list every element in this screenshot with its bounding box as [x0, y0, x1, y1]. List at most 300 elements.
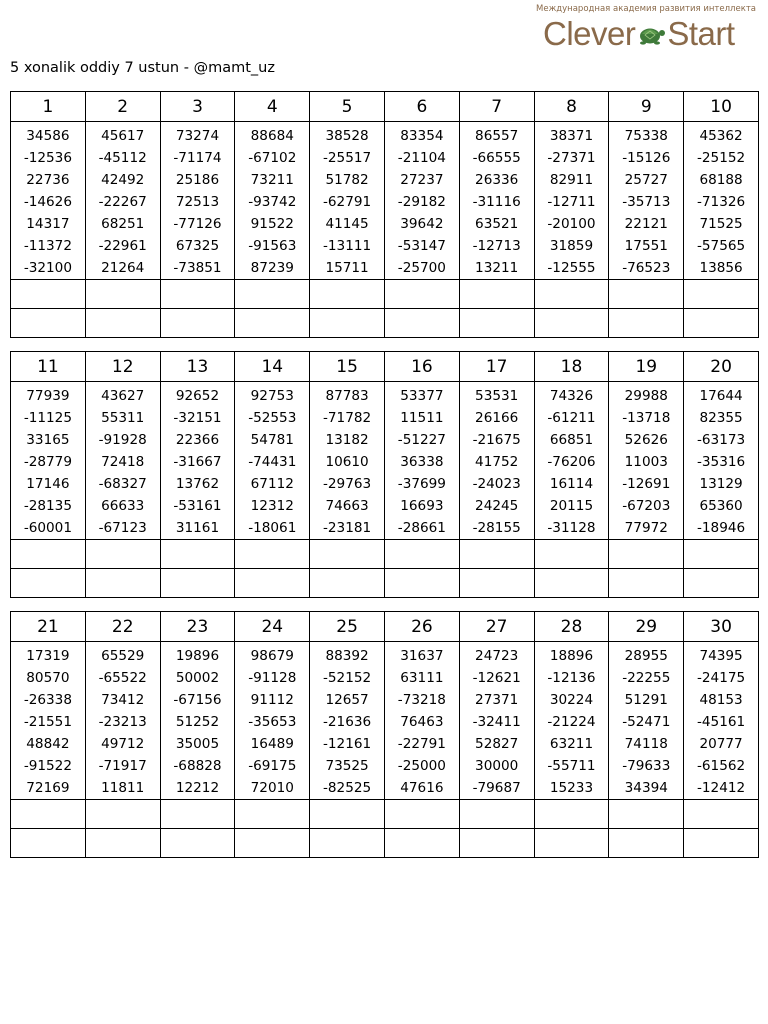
number-value: -45112 — [98, 150, 147, 166]
number-value: 41145 — [325, 216, 369, 232]
number-column — [160, 642, 235, 800]
number-value: 48842 — [26, 736, 70, 752]
answer-cell[interactable] — [684, 569, 759, 598]
number-column — [459, 382, 534, 540]
answer-cell[interactable] — [85, 800, 160, 829]
number-value: 52827 — [475, 736, 519, 752]
number-value: -22961 — [98, 238, 147, 254]
answer-cell[interactable] — [310, 280, 385, 309]
column-number: 26 — [384, 612, 459, 642]
answer-cell[interactable] — [609, 540, 684, 569]
answer-cell[interactable] — [684, 280, 759, 309]
column-number: 12 — [85, 352, 160, 382]
number-value: -65522 — [98, 670, 147, 686]
number-value: 82355 — [699, 410, 743, 426]
number-value: -15126 — [622, 150, 671, 166]
numbers-row — [11, 642, 759, 800]
answer-cell[interactable] — [160, 800, 235, 829]
number-value: -79633 — [622, 758, 671, 774]
exercise-block-1 — [10, 91, 759, 338]
number-value: 49712 — [101, 736, 145, 752]
number-value: -23181 — [323, 520, 372, 536]
answer-cell[interactable] — [609, 800, 684, 829]
answer-cell[interactable] — [85, 309, 160, 338]
number-value: 45617 — [101, 128, 145, 144]
answer-cell[interactable] — [310, 309, 385, 338]
number-value: 27371 — [475, 692, 519, 708]
column-number: 28 — [534, 612, 609, 642]
number-value: -55711 — [547, 758, 596, 774]
answer-row — [11, 540, 759, 569]
number-value: 18896 — [549, 648, 594, 664]
number-value: -68327 — [98, 476, 147, 492]
number-value: 73412 — [101, 692, 145, 708]
column-number: 4 — [235, 92, 310, 122]
column-number: 8 — [534, 92, 609, 122]
number-value: 92652 — [175, 388, 220, 404]
number-value: -28779 — [23, 454, 72, 470]
column-number: 20 — [684, 352, 759, 382]
number-value: -76206 — [547, 454, 596, 470]
number-column — [384, 642, 459, 800]
number-value: 24723 — [475, 648, 519, 664]
number-value: 30000 — [475, 758, 519, 774]
answer-cell[interactable] — [11, 540, 86, 569]
number-value: -21104 — [397, 150, 446, 166]
number-value: -68828 — [173, 758, 222, 774]
number-value: -12691 — [622, 476, 671, 492]
number-value: -52553 — [248, 410, 297, 426]
number-value: 77972 — [624, 520, 668, 536]
number-value: -26338 — [23, 692, 72, 708]
number-column — [684, 382, 759, 540]
numbers-row — [11, 382, 759, 540]
number-value: 29988 — [624, 388, 668, 404]
logo-word-clever: Clever — [543, 15, 636, 52]
number-value: 13129 — [699, 476, 743, 492]
number-value: 39642 — [400, 216, 444, 232]
number-value: -91128 — [248, 670, 297, 686]
number-value: -52152 — [323, 670, 372, 686]
number-column — [11, 642, 86, 800]
number-value: 66633 — [101, 498, 145, 514]
number-value: 75338 — [624, 128, 668, 144]
answer-cell[interactable] — [235, 280, 310, 309]
number-value: -91563 — [248, 238, 297, 254]
number-value: 63211 — [549, 736, 594, 752]
number-column — [85, 122, 160, 280]
column-number: 18 — [534, 352, 609, 382]
number-value: 22366 — [175, 432, 220, 448]
number-value: -31667 — [173, 454, 222, 470]
number-value: 33165 — [26, 432, 70, 448]
answer-row — [11, 280, 759, 309]
number-value: 17319 — [26, 648, 70, 664]
column-number: 9 — [609, 92, 684, 122]
number-column — [235, 642, 310, 800]
column-number: 22 — [85, 612, 160, 642]
column-number: 5 — [310, 92, 385, 122]
column-number: 30 — [684, 612, 759, 642]
number-value: 47616 — [400, 780, 444, 796]
answer-cell[interactable] — [534, 829, 609, 858]
number-column — [534, 382, 609, 540]
number-value: -67102 — [248, 150, 297, 166]
number-value: 34394 — [624, 780, 668, 796]
answer-row — [11, 569, 759, 598]
number-value: -57565 — [697, 238, 746, 254]
answer-cell[interactable] — [384, 569, 459, 598]
number-value: -12161 — [323, 736, 372, 752]
number-value: 72010 — [250, 780, 294, 796]
answer-cell[interactable] — [85, 280, 160, 309]
page-subtitle: 5 xonalik oddiy 7 ustun - @mamt_uz — [10, 60, 275, 76]
exercise-table — [10, 611, 759, 858]
number-value: 15233 — [549, 780, 594, 796]
exercise-block-2 — [10, 351, 759, 598]
number-value: -25000 — [397, 758, 446, 774]
number-value: 12312 — [250, 498, 294, 514]
number-column — [235, 122, 310, 280]
number-value: -25152 — [697, 150, 746, 166]
answer-row — [11, 829, 759, 858]
number-value: -13718 — [622, 410, 671, 426]
logo-tagline: Международная академия развития интеллекта — [536, 4, 756, 14]
number-value: -79687 — [472, 780, 521, 796]
column-number-row — [11, 352, 759, 382]
number-value: -53147 — [397, 238, 446, 254]
number-value: 86557 — [475, 128, 519, 144]
logo-wordmark — [543, 14, 758, 54]
number-value: 16114 — [549, 476, 594, 492]
number-value: 52626 — [624, 432, 668, 448]
column-number: 29 — [609, 612, 684, 642]
column-number: 15 — [310, 352, 385, 382]
number-value: 12212 — [175, 780, 220, 796]
answer-cell[interactable] — [534, 800, 609, 829]
number-value: -21636 — [323, 714, 372, 730]
answer-cell[interactable] — [459, 280, 534, 309]
answer-cell[interactable] — [11, 280, 86, 309]
number-value: 12657 — [325, 692, 369, 708]
number-value: -31116 — [472, 194, 521, 210]
number-column — [609, 122, 684, 280]
answer-cell[interactable] — [459, 569, 534, 598]
number-value: -91522 — [23, 758, 72, 774]
number-value: -29763 — [323, 476, 372, 492]
number-value: 20777 — [699, 736, 743, 752]
number-value: -35653 — [248, 714, 297, 730]
answer-row — [11, 800, 759, 829]
answer-cell[interactable] — [534, 309, 609, 338]
number-value: 26336 — [475, 172, 519, 188]
number-column — [609, 642, 684, 800]
number-value: 65360 — [699, 498, 743, 514]
number-value: 68251 — [101, 216, 145, 232]
number-column — [160, 382, 235, 540]
answer-cell[interactable] — [235, 829, 310, 858]
number-value: 22121 — [624, 216, 668, 232]
number-value: -18061 — [248, 520, 297, 536]
answer-cell[interactable] — [459, 540, 534, 569]
number-value: -18946 — [697, 520, 746, 536]
number-value: -71174 — [173, 150, 222, 166]
number-value: 36338 — [400, 454, 444, 470]
number-value: -71782 — [323, 410, 372, 426]
number-value: -14626 — [23, 194, 72, 210]
answer-cell[interactable] — [459, 800, 534, 829]
number-value: 88684 — [250, 128, 294, 144]
number-column — [11, 382, 86, 540]
number-value: 13182 — [325, 432, 369, 448]
number-value: -29182 — [397, 194, 446, 210]
answer-cell[interactable] — [235, 309, 310, 338]
answer-cell[interactable] — [609, 280, 684, 309]
answer-cell[interactable] — [384, 829, 459, 858]
column-number: 14 — [235, 352, 310, 382]
answer-cell[interactable] — [310, 569, 385, 598]
number-value: -76523 — [622, 260, 671, 276]
number-value: -66555 — [472, 150, 521, 166]
number-value: 80570 — [26, 670, 70, 686]
number-value: -32411 — [472, 714, 521, 730]
number-value: 53531 — [475, 388, 519, 404]
number-value: 91522 — [250, 216, 294, 232]
number-value: -22255 — [622, 670, 671, 686]
answer-cell[interactable] — [11, 829, 86, 858]
number-value: 73274 — [175, 128, 220, 144]
column-number: 24 — [235, 612, 310, 642]
answer-cell[interactable] — [160, 280, 235, 309]
answer-cell[interactable] — [534, 569, 609, 598]
number-value: 14317 — [26, 216, 70, 232]
answer-cell[interactable] — [684, 309, 759, 338]
answer-cell[interactable] — [384, 280, 459, 309]
number-value: 67112 — [250, 476, 294, 492]
number-value: 51252 — [175, 714, 220, 730]
number-value: 11811 — [101, 780, 145, 796]
number-value: 38528 — [325, 128, 369, 144]
number-value: -82525 — [323, 780, 372, 796]
number-value: -67156 — [173, 692, 222, 708]
number-value: 16693 — [400, 498, 444, 514]
number-value: -53161 — [173, 498, 222, 514]
column-number: 3 — [160, 92, 235, 122]
column-number: 19 — [609, 352, 684, 382]
number-value: -32151 — [173, 410, 222, 426]
number-value: 42492 — [101, 172, 145, 188]
number-value: 74663 — [325, 498, 369, 514]
number-value: -12555 — [547, 260, 596, 276]
answer-cell[interactable] — [684, 540, 759, 569]
column-number: 17 — [459, 352, 534, 382]
number-value: -11125 — [23, 410, 72, 426]
number-value: -67203 — [622, 498, 671, 514]
answer-cell[interactable] — [609, 829, 684, 858]
number-column — [85, 642, 160, 800]
column-number: 21 — [11, 612, 86, 642]
number-value: 45362 — [699, 128, 743, 144]
number-value: -25517 — [323, 150, 372, 166]
number-value: 25186 — [175, 172, 220, 188]
number-value: -12412 — [697, 780, 746, 796]
number-value: 22736 — [26, 172, 70, 188]
number-value: -12711 — [547, 194, 596, 210]
answer-cell[interactable] — [85, 829, 160, 858]
column-number: 23 — [160, 612, 235, 642]
number-value: 16489 — [250, 736, 294, 752]
answer-cell[interactable] — [384, 540, 459, 569]
number-column — [684, 122, 759, 280]
number-value: 50002 — [175, 670, 220, 686]
answer-cell[interactable] — [160, 309, 235, 338]
number-value: 53377 — [400, 388, 444, 404]
number-value: -22267 — [98, 194, 147, 210]
number-value: -91928 — [98, 432, 147, 448]
answer-cell[interactable] — [160, 569, 235, 598]
number-column — [310, 122, 385, 280]
column-number-row — [11, 92, 759, 122]
column-number: 10 — [684, 92, 759, 122]
number-value: 19896 — [175, 648, 220, 664]
number-value: -23213 — [98, 714, 147, 730]
column-number: 16 — [384, 352, 459, 382]
column-number: 1 — [11, 92, 86, 122]
number-column — [459, 122, 534, 280]
number-value: -61211 — [547, 410, 596, 426]
answer-cell[interactable] — [609, 569, 684, 598]
number-value: 68188 — [699, 172, 743, 188]
column-number: 13 — [160, 352, 235, 382]
number-value: -11372 — [23, 238, 72, 254]
answer-row — [11, 309, 759, 338]
number-value: 25727 — [624, 172, 668, 188]
number-value: -73218 — [397, 692, 446, 708]
number-value: 31637 — [400, 648, 444, 664]
number-value: 66851 — [549, 432, 594, 448]
answer-cell[interactable] — [534, 540, 609, 569]
clever-start-logo — [536, 4, 758, 56]
number-value: 63111 — [400, 670, 444, 686]
number-value: -21224 — [547, 714, 596, 730]
number-value: -93742 — [248, 194, 297, 210]
number-value: -28155 — [472, 520, 521, 536]
answer-cell[interactable] — [534, 280, 609, 309]
number-value: -35713 — [622, 194, 671, 210]
number-value: -52471 — [622, 714, 671, 730]
answer-cell[interactable] — [160, 540, 235, 569]
number-value: -31128 — [547, 520, 596, 536]
number-column — [384, 122, 459, 280]
answer-cell[interactable] — [160, 829, 235, 858]
answer-cell[interactable] — [459, 309, 534, 338]
number-value: 27237 — [400, 172, 444, 188]
number-value: -71917 — [98, 758, 147, 774]
column-number: 7 — [459, 92, 534, 122]
number-value: 35005 — [175, 736, 220, 752]
answer-cell[interactable] — [684, 829, 759, 858]
number-column — [310, 642, 385, 800]
number-value: 41752 — [475, 454, 519, 470]
number-value: 15711 — [325, 260, 369, 276]
answer-cell[interactable] — [384, 800, 459, 829]
number-value: -12136 — [547, 670, 596, 686]
number-value: 67325 — [175, 238, 220, 254]
number-value: 24245 — [475, 498, 519, 514]
number-value: 31161 — [175, 520, 220, 536]
column-number-row — [11, 612, 759, 642]
number-value: 65529 — [101, 648, 145, 664]
answer-cell[interactable] — [11, 800, 86, 829]
answer-cell[interactable] — [459, 829, 534, 858]
answer-cell[interactable] — [684, 800, 759, 829]
number-value: 17644 — [699, 388, 743, 404]
turtle-icon — [636, 19, 666, 49]
number-value: 17551 — [624, 238, 668, 254]
number-value: 98679 — [250, 648, 294, 664]
answer-cell[interactable] — [310, 800, 385, 829]
answer-cell[interactable] — [235, 800, 310, 829]
number-value: -63173 — [697, 432, 746, 448]
number-value: -24023 — [472, 476, 521, 492]
number-column — [609, 382, 684, 540]
column-number: 25 — [310, 612, 385, 642]
number-value: -32100 — [23, 260, 72, 276]
answer-cell[interactable] — [85, 540, 160, 569]
number-value: 13856 — [699, 260, 743, 276]
number-column — [11, 122, 86, 280]
number-value: 74395 — [699, 648, 743, 664]
number-value: -20100 — [547, 216, 596, 232]
answer-cell[interactable] — [310, 829, 385, 858]
number-value: -12621 — [472, 670, 521, 686]
number-column — [235, 382, 310, 540]
number-value: 74326 — [549, 388, 594, 404]
number-column — [534, 642, 609, 800]
number-value: -13111 — [323, 238, 372, 254]
number-value: -28661 — [397, 520, 446, 536]
number-column — [459, 642, 534, 800]
number-value: 31859 — [549, 238, 594, 254]
answer-cell[interactable] — [384, 309, 459, 338]
number-value: 13211 — [475, 260, 519, 276]
number-value: -73851 — [173, 260, 222, 276]
number-value: -21675 — [472, 432, 521, 448]
number-value: -69175 — [248, 758, 297, 774]
answer-cell[interactable] — [235, 569, 310, 598]
exercise-table — [10, 91, 759, 338]
answer-cell[interactable] — [609, 309, 684, 338]
number-value: -35316 — [697, 454, 746, 470]
exercise-table — [10, 351, 759, 598]
answer-cell[interactable] — [310, 540, 385, 569]
number-value: -22791 — [397, 736, 446, 752]
answer-cell[interactable] — [85, 569, 160, 598]
number-column — [160, 122, 235, 280]
number-value: 21264 — [101, 260, 145, 276]
number-value: -62791 — [323, 194, 372, 210]
column-number: 2 — [85, 92, 160, 122]
number-value: 28955 — [624, 648, 668, 664]
number-value: -12713 — [472, 238, 521, 254]
number-value: 26166 — [475, 410, 519, 426]
answer-cell[interactable] — [11, 569, 86, 598]
number-value: 77939 — [26, 388, 70, 404]
number-value: 54781 — [250, 432, 294, 448]
answer-cell[interactable] — [11, 309, 86, 338]
answer-cell[interactable] — [235, 540, 310, 569]
column-number: 11 — [11, 352, 86, 382]
